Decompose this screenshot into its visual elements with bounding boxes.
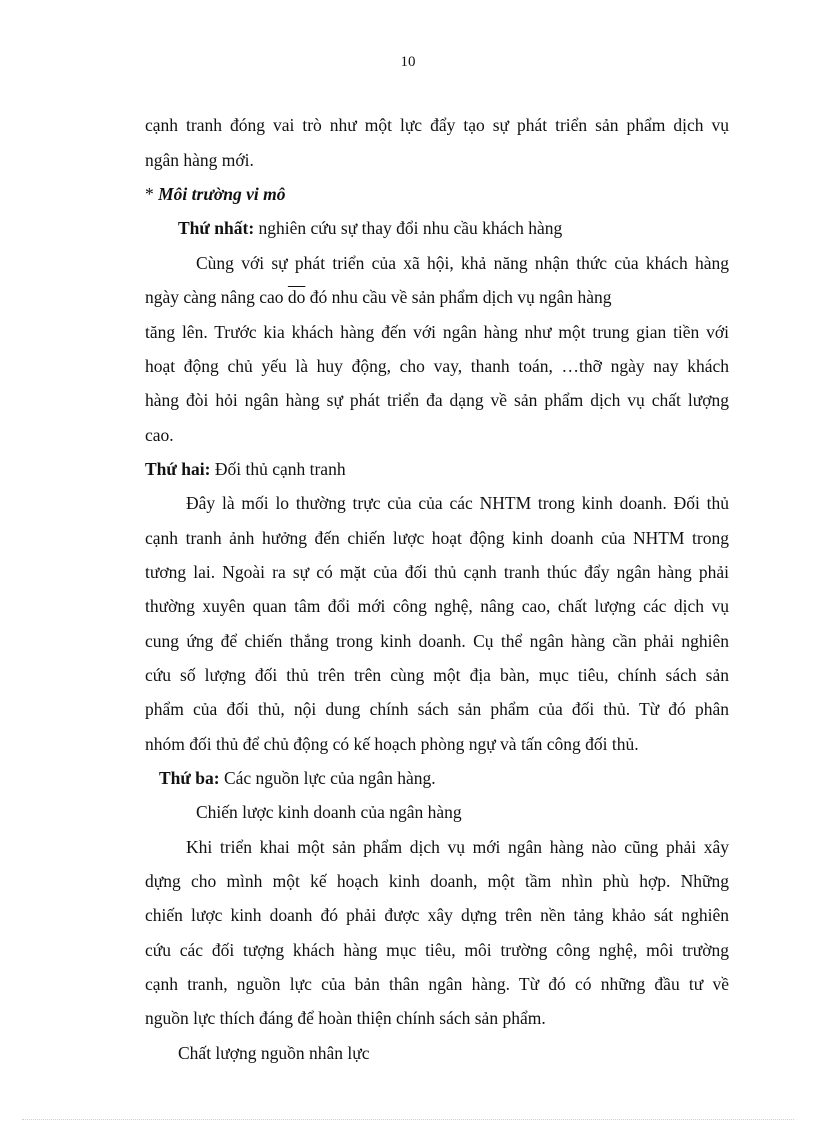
text-span: đó nhu cầu về sản phẩm dịch vụ ngân hàng xyxy=(305,287,612,307)
heading-text: Môi trường vi mô xyxy=(158,184,286,204)
subheading-label: Thứ ba: xyxy=(159,768,220,788)
text-line: Chiến lược kinh doanh của ngân hàng xyxy=(196,802,462,822)
text-line: nhóm đối thủ để chủ động có kế hoạch phòng ngự và tấn công đối thủ. xyxy=(145,734,639,754)
text-span: ngày càng nâng cao xyxy=(145,287,288,307)
text-line: hoạt động chủ yếu là huy động, cho vay, thanh toán, …thỡ ngày nay khách xyxy=(145,356,729,376)
subheading-label: Thứ hai: xyxy=(145,459,211,479)
text-line: phẩm của đối thủ, nội dung chính sách sản phẩm của đối thủ. Từ đó phân xyxy=(145,699,729,719)
text-line xyxy=(145,286,729,308)
subheading-text: Các nguồn lực của ngân hàng. xyxy=(219,768,436,788)
text-line: dựng cho mình một kế hoạch kinh doanh, một tầm nhìn phù hợp. Những xyxy=(145,871,729,891)
text-line: cứu số lượng đối thủ trên trên cùng một địa bàn, mục tiêu, chính sách sản xyxy=(145,665,729,685)
text-line: chiến lược kinh doanh đó phải được xây dựng trên nền tảng khảo sát nghiên xyxy=(145,905,729,925)
page-number: 10 xyxy=(400,54,416,70)
text-line: Cùng với sự phát triển của xã hội, khả năng nhận thức của khách hàng xyxy=(196,253,729,273)
text-line: thường xuyên quan tâm đổi mới công nghệ, nâng cao, chất lượng các dịch vụ xyxy=(145,596,729,616)
subheading-label: Thứ nhất: xyxy=(178,218,255,238)
text-line: Đây là mối lo thường trực của của các NHTM trong kinh doanh. Đối thủ xyxy=(186,493,729,513)
text-line: hàng đòi hỏi ngân hàng sự phát triển đa dạng về sản phẩm dịch vụ chất lượng xyxy=(145,390,729,410)
text-line: Khi triển khai một sản phẩm dịch vụ mới ngân hàng nào cũng phải xây xyxy=(186,837,729,857)
text-line: cứu các đối tượng khách hàng mục tiêu, môi trường công nghệ, môi trường xyxy=(145,940,729,960)
text-line: cung ứng để chiến thắng trong kinh doanh. Cụ thể ngân hàng cần phải nghiên xyxy=(145,631,729,651)
page-bottom-divider xyxy=(22,1119,794,1120)
text-line: tăng lên. Trước kia khách hàng đến với ngân hàng như một trung gian tiền với xyxy=(145,322,729,342)
text-line: nguồn lực thích đáng để hoàn thiện chính sách sản phẩm. xyxy=(145,1008,546,1028)
text-line: ngân hàng mới. xyxy=(145,150,254,170)
text-line: cao. xyxy=(145,425,174,445)
text-line: Chất lượng nguồn nhân lực xyxy=(178,1043,370,1063)
subheading-text: nghiên cứu sự thay đổi nhu cầu khách hàng xyxy=(254,218,563,238)
section-heading xyxy=(145,183,729,205)
subheading-2 xyxy=(145,458,729,480)
subheading-text: Đối thủ cạnh tranh xyxy=(210,459,346,479)
text-line: cạnh tranh ảnh hưởng đến chiến lược hoạt động kinh doanh của NHTM trong xyxy=(145,528,729,548)
bullet: * xyxy=(145,184,159,204)
subheading-1 xyxy=(178,217,762,239)
text-line: tương lai. Ngoài ra sự có mặt của đối thủ cạnh tranh thúc đẩy ngân hàng phải xyxy=(145,562,729,582)
text-line: cạnh tranh đóng vai trò như một lực đẩy tạo sự phát triển sản phẩm dịch vụ xyxy=(145,115,729,135)
text-span-overlined: $\overline{do}$ xyxy=(287,287,306,307)
text-line: cạnh tranh, nguồn lực của bản thân ngân hàng. Từ đó có những đầu tư về xyxy=(145,974,729,994)
subheading-3 xyxy=(159,767,743,789)
